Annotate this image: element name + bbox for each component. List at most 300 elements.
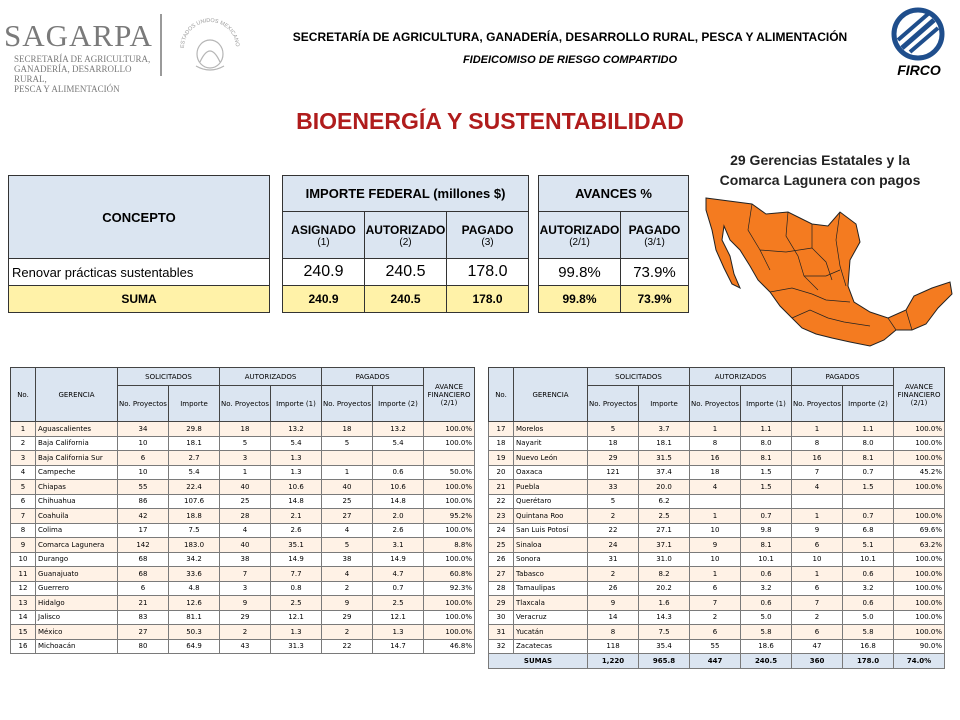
pagados-proyectos: 27 xyxy=(322,509,373,524)
pagados-no-proyectos-header: No. Proyectos xyxy=(792,386,843,422)
gerencia-name: Coahuila xyxy=(36,509,118,524)
autorizados-importe: 35.1 xyxy=(271,538,322,553)
autorizados-importe: 2.5 xyxy=(271,596,322,611)
pagados-proyectos: 4 xyxy=(322,567,373,582)
asignado-header xyxy=(283,212,365,259)
gerencia-name: Durango xyxy=(36,552,118,567)
gerencia-name: Sonora xyxy=(514,552,588,567)
gerencia-name: Chiapas xyxy=(36,480,118,495)
table-row xyxy=(11,581,475,596)
solicitados-importe: 2.7 xyxy=(169,451,220,466)
autorizados-importe: 8.1 xyxy=(741,451,792,466)
pagados-proyectos: 29 xyxy=(322,610,373,625)
solicitados-importe: 31.0 xyxy=(639,552,690,567)
avance-financiero: 100.0% xyxy=(424,436,475,451)
autorizados-proyectos: 10 xyxy=(690,523,741,538)
avance-pagado-header xyxy=(621,212,689,259)
table-row xyxy=(489,494,945,509)
autorizados-importe: 1.3 xyxy=(271,625,322,640)
pagados-proyectos: 2 xyxy=(322,581,373,596)
avance-financiero: 100.0% xyxy=(424,596,475,611)
table-row xyxy=(489,422,945,437)
pagados-proyectos: 1 xyxy=(792,422,843,437)
avance-financiero: 100.0% xyxy=(424,422,475,437)
avance-financiero: 100.0% xyxy=(894,436,945,451)
row-number: 27 xyxy=(489,567,514,582)
pagados-proyectos xyxy=(792,494,843,509)
autorizados-importe: 12.1 xyxy=(271,610,322,625)
sagarpa-logo-word: SAGARPA xyxy=(4,18,153,53)
solicitados-importe: 37.4 xyxy=(639,465,690,480)
table-row xyxy=(11,523,475,538)
row-number: 22 xyxy=(489,494,514,509)
autorizados-proyectos: 1 xyxy=(690,509,741,524)
table-row xyxy=(11,494,475,509)
row-number: 19 xyxy=(489,451,514,466)
autorizados-importe: 18.6 xyxy=(741,639,792,654)
avance-financiero: 100.0% xyxy=(894,480,945,495)
no-header: No. xyxy=(11,368,36,422)
pagados-proyectos: 9 xyxy=(322,596,373,611)
pagados-importe: 8.0 xyxy=(843,436,894,451)
avance-autorizado-header xyxy=(539,212,621,259)
autorizado-header xyxy=(365,212,447,259)
table-row xyxy=(489,465,945,480)
autorizados-proyectos: 18 xyxy=(690,465,741,480)
autorizados-importe: 2.6 xyxy=(271,523,322,538)
pagados-importe: 0.6 xyxy=(843,567,894,582)
sumas-autorizados-importe: 240.5 xyxy=(741,654,792,669)
gerencia-name: Baja California Sur xyxy=(36,451,118,466)
solicitados-proyectos: 142 xyxy=(118,538,169,553)
avance-financiero: 63.2% xyxy=(894,538,945,553)
gerencia-name: Campeche xyxy=(36,465,118,480)
table-row xyxy=(489,610,945,625)
solicitados-proyectos: 5 xyxy=(588,494,639,509)
autorizados-proyectos xyxy=(690,494,741,509)
row-number: 11 xyxy=(11,567,36,582)
solicitados-importe: 3.7 xyxy=(639,422,690,437)
pagados-proyectos: 40 xyxy=(322,480,373,495)
pagados-importe-header: Importe (2) xyxy=(373,386,424,422)
solicitados-header: SOLICITADOS xyxy=(588,368,690,386)
pagados-proyectos: 4 xyxy=(322,523,373,538)
autorizados-importe: 10.6 xyxy=(271,480,322,495)
solicitados-proyectos: 10 xyxy=(118,436,169,451)
autorizados-proyectos: 43 xyxy=(220,639,271,654)
map-caption-line-1: 29 Gerencias Estatales y la xyxy=(730,152,910,168)
solicitados-importe-header: Importe xyxy=(639,386,690,422)
mexico-map xyxy=(700,190,958,360)
table-row xyxy=(489,596,945,611)
solicitados-proyectos: 86 xyxy=(118,494,169,509)
pagados-importe: 14.9 xyxy=(373,552,424,567)
autorizados-proyectos: 7 xyxy=(690,596,741,611)
avance-financiero: 100.0% xyxy=(424,610,475,625)
autorizados-no-proyectos-header: No. Proyectos xyxy=(690,386,741,422)
pagados-importe: 3.2 xyxy=(843,581,894,596)
avance-pagado-label: PAGADO xyxy=(628,222,681,237)
solicitados-importe: 5.4 xyxy=(169,465,220,480)
row-number: 8 xyxy=(11,523,36,538)
gerencia-name: Guanajuato xyxy=(36,567,118,582)
gerencia-name: San Luis Potosí xyxy=(514,523,588,538)
map-caption-line-2: Comarca Lagunera con pagos xyxy=(719,172,921,188)
page-title: BIOENERGÍA Y SUSTENTABILIDAD xyxy=(296,108,684,134)
row-number: 24 xyxy=(489,523,514,538)
autorizados-importe: 1.5 xyxy=(741,465,792,480)
row-number: 14 xyxy=(11,610,36,625)
gerencia-name: Zacatecas xyxy=(514,639,588,654)
header-divider xyxy=(160,14,162,76)
table-row xyxy=(489,581,945,596)
solicitados-importe: 22.4 xyxy=(169,480,220,495)
pagados-importe: 1.3 xyxy=(373,625,424,640)
gerencia-name: Querétaro xyxy=(514,494,588,509)
avance-financiero: 100.0% xyxy=(424,523,475,538)
pagados-importe: 4.7 xyxy=(373,567,424,582)
gerencia-name: Comarca Lagunera xyxy=(36,538,118,553)
autorizados-proyectos: 3 xyxy=(220,581,271,596)
autorizados-proyectos: 28 xyxy=(220,509,271,524)
concepto-row-label: Renovar prácticas sustentables xyxy=(9,259,270,286)
autorizados-no-proyectos-header: No. Proyectos xyxy=(220,386,271,422)
pagado-suma: 178.0 xyxy=(447,286,529,313)
importe-federal-header: IMPORTE FEDERAL (millones $) xyxy=(283,176,529,212)
solicitados-proyectos: 14 xyxy=(588,610,639,625)
pagados-importe: 8.1 xyxy=(843,451,894,466)
avance-autorizado-note: (2/1) xyxy=(569,236,590,248)
autorizados-importe: 14.9 xyxy=(271,552,322,567)
sumas-solicitados-importe: 965.8 xyxy=(639,654,690,669)
row-number: 18 xyxy=(489,436,514,451)
autorizados-proyectos: 29 xyxy=(220,610,271,625)
seal-text: ESTADOS UNIDOS MEXICANO xyxy=(179,17,241,49)
gerencia-name: Veracruz xyxy=(514,610,588,625)
table-row xyxy=(11,596,475,611)
sagarpa-logo xyxy=(4,18,154,94)
avance-financiero: 100.0% xyxy=(894,451,945,466)
autorizados-importe: 1.1 xyxy=(741,422,792,437)
table-row xyxy=(489,639,945,654)
gerencia-name: México xyxy=(36,625,118,640)
avance-autorizado-label: AUTORIZADO xyxy=(539,222,620,237)
pagados-proyectos: 1 xyxy=(322,465,373,480)
gerencia-name: Tlaxcala xyxy=(514,596,588,611)
row-number: 13 xyxy=(11,596,36,611)
solicitados-proyectos: 83 xyxy=(118,610,169,625)
solicitados-proyectos: 17 xyxy=(118,523,169,538)
avance-financiero: 100.0% xyxy=(894,509,945,524)
row-number: 20 xyxy=(489,465,514,480)
autorizados-proyectos: 40 xyxy=(220,538,271,553)
row-number: 21 xyxy=(489,480,514,495)
row-number: 9 xyxy=(11,538,36,553)
solicitados-proyectos: 80 xyxy=(118,639,169,654)
asignado-note: (1) xyxy=(317,236,330,248)
no-header: No. xyxy=(489,368,514,422)
autorizado-note: (2) xyxy=(399,236,412,248)
pagado-note: (3) xyxy=(481,236,494,248)
autorizados-importe: 9.8 xyxy=(741,523,792,538)
row-number: 1 xyxy=(11,422,36,437)
gerencia-name: Sinaloa xyxy=(514,538,588,553)
autorizados-header: AUTORIZADOS xyxy=(220,368,322,386)
gerencia-name: Tabasco xyxy=(514,567,588,582)
solicitados-importe: 81.1 xyxy=(169,610,220,625)
autorizados-importe: 0.6 xyxy=(741,567,792,582)
header-subtitle: FIDEICOMISO DE RIESGO COMPARTIDO xyxy=(462,54,678,66)
gerencia-name: Baja California xyxy=(36,436,118,451)
pagados-proyectos: 25 xyxy=(322,494,373,509)
solicitados-importe: 18.8 xyxy=(169,509,220,524)
autorizados-proyectos: 4 xyxy=(690,480,741,495)
sumas-solicitados-proyectos: 1,220 xyxy=(588,654,639,669)
table-row xyxy=(489,538,945,553)
solicitados-proyectos: 5 xyxy=(588,422,639,437)
table-row xyxy=(11,567,475,582)
solicitados-importe: 64.9 xyxy=(169,639,220,654)
sagarpa-logo-subtext-1: SECRETARÍA DE AGRICULTURA, xyxy=(14,54,151,64)
gerencia-name: Nayarit xyxy=(514,436,588,451)
autorizados-importe: 1.5 xyxy=(741,480,792,495)
gerencia-name: Aguascalientes xyxy=(36,422,118,437)
pagados-importe: 0.7 xyxy=(843,509,894,524)
autorizados-importe-header: Importe (1) xyxy=(271,386,322,422)
table-row xyxy=(11,480,475,495)
table-row xyxy=(11,625,475,640)
solicitados-proyectos: 34 xyxy=(118,422,169,437)
solicitados-importe: 8.2 xyxy=(639,567,690,582)
pagados-importe: 14.7 xyxy=(373,639,424,654)
table-row xyxy=(489,480,945,495)
pagados-importe: 5.8 xyxy=(843,625,894,640)
autorizados-importe: 8.1 xyxy=(741,538,792,553)
autorizados-importe: 2.1 xyxy=(271,509,322,524)
solicitados-importe: 31.5 xyxy=(639,451,690,466)
solicitados-importe: 20.0 xyxy=(639,480,690,495)
autorizados-proyectos: 1 xyxy=(220,465,271,480)
pagados-proyectos: 5 xyxy=(322,436,373,451)
solicitados-importe: 29.8 xyxy=(169,422,220,437)
table-row xyxy=(11,639,475,654)
pagados-importe: 3.1 xyxy=(373,538,424,553)
pagados-importe: 0.6 xyxy=(843,596,894,611)
pagados-proyectos: 7 xyxy=(792,465,843,480)
gerencia-name: Chihuahua xyxy=(36,494,118,509)
solicitados-importe: 6.2 xyxy=(639,494,690,509)
row-number: 30 xyxy=(489,610,514,625)
autorizados-importe: 13.2 xyxy=(271,422,322,437)
solicitados-importe: 37.1 xyxy=(639,538,690,553)
avance-financiero: 69.6% xyxy=(894,523,945,538)
importe-federal-table xyxy=(282,175,529,313)
pagado-value: 178.0 xyxy=(447,259,529,286)
sumas-row xyxy=(489,654,945,669)
table-row xyxy=(489,552,945,567)
gerencias-table-right xyxy=(488,367,945,669)
autorizados-proyectos: 2 xyxy=(220,625,271,640)
row-number: 2 xyxy=(11,436,36,451)
autorizados-proyectos: 8 xyxy=(690,436,741,451)
solicitados-importe: 1.6 xyxy=(639,596,690,611)
avance-financiero xyxy=(424,451,475,466)
solicitados-proyectos: 27 xyxy=(118,625,169,640)
sumas-pagados-proyectos: 360 xyxy=(792,654,843,669)
solicitados-importe: 35.4 xyxy=(639,639,690,654)
pagados-importe: 5.1 xyxy=(843,538,894,553)
row-number: 3 xyxy=(11,451,36,466)
solicitados-importe: 2.5 xyxy=(639,509,690,524)
solicitados-importe: 20.2 xyxy=(639,581,690,596)
concepto-suma-label: SUMA xyxy=(9,286,270,313)
table-row xyxy=(11,451,475,466)
avance-pagado-value: 73.9% xyxy=(621,259,689,286)
avance-financiero-header: AVANCE FINANCIERO (2/1) xyxy=(894,368,945,422)
solicitados-proyectos: 6 xyxy=(118,451,169,466)
pagados-proyectos: 5 xyxy=(322,538,373,553)
table-row xyxy=(489,436,945,451)
pagados-importe: 6.8 xyxy=(843,523,894,538)
avance-autorizado-value: 99.8% xyxy=(539,259,621,286)
gerencia-name: Yucatán xyxy=(514,625,588,640)
autorizados-proyectos: 18 xyxy=(220,422,271,437)
pagados-proyectos: 7 xyxy=(792,596,843,611)
autorizados-importe: 31.3 xyxy=(271,639,322,654)
solicitados-proyectos: 118 xyxy=(588,639,639,654)
row-number: 10 xyxy=(11,552,36,567)
pagados-proyectos: 47 xyxy=(792,639,843,654)
gerencia-name: Jalisco xyxy=(36,610,118,625)
autorizados-proyectos: 5 xyxy=(220,436,271,451)
solicitados-importe: 7.5 xyxy=(639,625,690,640)
row-number: 29 xyxy=(489,596,514,611)
row-number: 32 xyxy=(489,639,514,654)
pagados-proyectos: 16 xyxy=(792,451,843,466)
solicitados-importe-header: Importe xyxy=(169,386,220,422)
autorizados-proyectos: 10 xyxy=(690,552,741,567)
gerencia-name: Michoacán xyxy=(36,639,118,654)
autorizados-proyectos: 40 xyxy=(220,480,271,495)
gerencia-name: Guerrero xyxy=(36,581,118,596)
pagados-importe: 13.2 xyxy=(373,422,424,437)
pagados-importe-header: Importe (2) xyxy=(843,386,894,422)
row-number: 15 xyxy=(11,625,36,640)
avance-pagado-suma: 73.9% xyxy=(621,286,689,313)
autorizados-proyectos: 4 xyxy=(220,523,271,538)
avance-financiero: 95.2% xyxy=(424,509,475,524)
solicitados-proyectos: 33 xyxy=(588,480,639,495)
asignado-suma: 240.9 xyxy=(283,286,365,313)
gerencia-header: GERENCIA xyxy=(514,368,588,422)
concepto-table xyxy=(8,175,270,313)
autorizados-proyectos: 7 xyxy=(220,567,271,582)
solicitados-proyectos: 18 xyxy=(588,436,639,451)
sumas-pagados-importe: 178.0 xyxy=(843,654,894,669)
gerencia-header: GERENCIA xyxy=(36,368,118,422)
autorizados-proyectos: 1 xyxy=(690,422,741,437)
autorizados-importe: 0.8 xyxy=(271,581,322,596)
pagados-header: PAGADOS xyxy=(792,368,894,386)
autorizados-proyectos: 3 xyxy=(220,451,271,466)
gerencia-name: Hidalgo xyxy=(36,596,118,611)
pagados-importe: 14.8 xyxy=(373,494,424,509)
avance-financiero: 100.0% xyxy=(894,567,945,582)
solicitados-proyectos: 42 xyxy=(118,509,169,524)
solicitados-proyectos: 121 xyxy=(588,465,639,480)
gerencia-name: Nuevo León xyxy=(514,451,588,466)
avance-financiero: 100.0% xyxy=(424,625,475,640)
pagados-importe: 10.6 xyxy=(373,480,424,495)
table-row xyxy=(11,465,475,480)
asignado-value: 240.9 xyxy=(283,259,365,286)
avance-financiero xyxy=(894,494,945,509)
avance-pagado-note: (3/1) xyxy=(644,236,665,248)
pagados-proyectos: 9 xyxy=(792,523,843,538)
pagados-importe: 1.1 xyxy=(843,422,894,437)
table-row xyxy=(11,538,475,553)
solicitados-proyectos: 2 xyxy=(588,509,639,524)
pagados-importe: 0.6 xyxy=(373,465,424,480)
svg-text:ESTADOS UNIDOS MEXICANOS xyxy=(170,10,240,48)
solicitados-importe: 50.3 xyxy=(169,625,220,640)
autorizados-importe: 14.8 xyxy=(271,494,322,509)
sumas-autorizados-proyectos: 447 xyxy=(690,654,741,669)
pagados-importe: 12.1 xyxy=(373,610,424,625)
pagados-importe: 0.7 xyxy=(373,581,424,596)
firco-logo-word: FIRCO xyxy=(897,62,941,78)
row-number: 6 xyxy=(11,494,36,509)
map-caption xyxy=(690,150,950,190)
pagados-proyectos: 1 xyxy=(792,567,843,582)
mexico-seal-icon xyxy=(170,10,260,80)
autorizados-importe: 10.1 xyxy=(741,552,792,567)
table-row xyxy=(11,552,475,567)
solicitados-importe: 107.6 xyxy=(169,494,220,509)
pagados-proyectos: 6 xyxy=(792,581,843,596)
pagados-proyectos: 38 xyxy=(322,552,373,567)
pagados-importe: 5.4 xyxy=(373,436,424,451)
pagados-proyectos: 10 xyxy=(792,552,843,567)
pagados-importe: 2.5 xyxy=(373,596,424,611)
autorizados-proyectos: 38 xyxy=(220,552,271,567)
avance-financiero: 60.8% xyxy=(424,567,475,582)
autorizados-importe: 0.6 xyxy=(741,596,792,611)
autorizados-importe: 3.2 xyxy=(741,581,792,596)
sumas-avance-financiero: 74.0% xyxy=(894,654,945,669)
autorizados-importe: 7.7 xyxy=(271,567,322,582)
solicitados-proyectos: 21 xyxy=(118,596,169,611)
row-number: 26 xyxy=(489,552,514,567)
avance-financiero: 100.0% xyxy=(424,552,475,567)
autorizados-importe xyxy=(741,494,792,509)
pagados-proyectos xyxy=(322,451,373,466)
solicitados-importe: 7.5 xyxy=(169,523,220,538)
gerencia-name: Colima xyxy=(36,523,118,538)
pagados-importe: 0.7 xyxy=(843,465,894,480)
pagados-proyectos: 2 xyxy=(322,625,373,640)
solicitados-no-proyectos-header: No. Proyectos xyxy=(588,386,639,422)
solicitados-importe: 183.0 xyxy=(169,538,220,553)
pagados-proyectos: 2 xyxy=(792,610,843,625)
pagados-importe: 16.8 xyxy=(843,639,894,654)
pagados-proyectos: 4 xyxy=(792,480,843,495)
pagados-proyectos: 22 xyxy=(322,639,373,654)
solicitados-importe: 14.3 xyxy=(639,610,690,625)
solicitados-proyectos: 68 xyxy=(118,567,169,582)
table-row xyxy=(489,523,945,538)
solicitados-proyectos: 2 xyxy=(588,567,639,582)
